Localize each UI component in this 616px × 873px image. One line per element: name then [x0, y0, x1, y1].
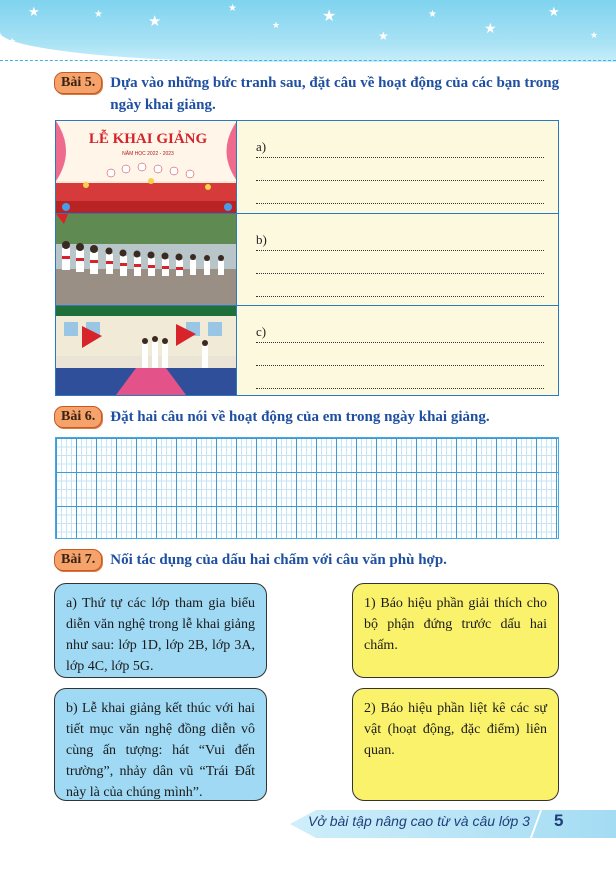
- answer-line[interactable]: [256, 181, 544, 204]
- stage-subtitle: NĂM HỌC 2022 - 2023: [122, 151, 174, 157]
- table-row: [56, 121, 558, 214]
- star-icon: ★: [322, 6, 337, 25]
- star-icon: ★: [28, 5, 40, 20]
- answer-line[interactable]: [256, 274, 544, 297]
- answer-label-c: c): [256, 324, 269, 340]
- task-6-badge: Bài 6.: [54, 406, 102, 428]
- answer-label-b: b): [256, 232, 270, 248]
- star-icon: ★: [8, 37, 17, 47]
- star-icon: ★: [484, 21, 497, 37]
- answer-line[interactable]: [256, 228, 544, 251]
- task-5-badge: Bài 5.: [54, 72, 102, 94]
- header-banner: [0, 0, 616, 62]
- star-icon: ★: [148, 12, 162, 30]
- task-7-instruction: Nối tác dụng của dấu hai chấm với câu văn phù hợp.: [110, 552, 447, 568]
- photo-flag-ceremony: [56, 306, 237, 395]
- flag-photo: [56, 306, 237, 395]
- answer-line[interactable]: [256, 366, 544, 389]
- stage-title: LỄ KHAI GIẢNG: [88, 131, 208, 147]
- picture-answer-table: [55, 120, 559, 396]
- task-6-instruction: Đặt hai câu nói về hoạt động của em trong ngày khai giảng.: [110, 409, 490, 425]
- page-number: 5: [554, 811, 564, 830]
- function-box-2[interactable]: 2) Báo hiệu phần liệt kê các sự vật (hoạt động, đặc điểm) liên quan.: [352, 688, 559, 801]
- task-7-header: [54, 549, 564, 571]
- answer-a[interactable]: [256, 135, 544, 204]
- table-row: [56, 306, 558, 395]
- star-icon: ★: [272, 21, 281, 31]
- students-photo: [56, 214, 237, 305]
- task-6-header: [54, 406, 564, 428]
- star-icon: ★: [548, 5, 560, 20]
- stage-photo: [56, 121, 237, 213]
- answer-line[interactable]: [256, 343, 544, 366]
- star-icon: ★: [94, 9, 103, 20]
- star-icon: ★: [378, 29, 389, 43]
- answer-line[interactable]: [256, 135, 544, 158]
- table-row: [56, 214, 558, 306]
- answer-b[interactable]: [256, 228, 544, 297]
- function-box-1[interactable]: 1) Báo hiệu phần giải thích cho bộ phận đứng trước dấu hai chấm.: [352, 583, 559, 678]
- sentence-box-a[interactable]: a) Thứ tự các lớp tham gia biểu diễn văn nghệ trong lễ khai giảng như sau: lớp 1D, lớp 2B, lớp 3A, lớp 4C, lớp 5G.: [54, 583, 267, 678]
- answer-c[interactable]: [256, 320, 544, 389]
- sentence-box-b[interactable]: b) Lễ khai giảng kết thúc với hai tiết mục văn nghệ đồng diễn vô cùng ấn tượng: hát “Vui đến trường”, nhảy dân vũ “Trái Đất này là của chúng mình”.: [54, 688, 267, 801]
- task-5-instruction: Dựa vào những bức tranh sau, đặt câu về hoạt động của các bạn trong ngày khai giảng.: [110, 75, 560, 113]
- answer-line[interactable]: [256, 251, 544, 274]
- star-icon: ★: [590, 31, 599, 41]
- star-icon: ★: [228, 3, 237, 14]
- task-5-header: [54, 72, 564, 116]
- answer-line[interactable]: [256, 320, 544, 343]
- header-dashed-line: [0, 60, 616, 61]
- task-7-badge: Bài 7.: [54, 549, 102, 571]
- answer-label-a: a): [256, 139, 269, 155]
- writing-grid[interactable]: [55, 437, 559, 539]
- photo-opening-ceremony-stage: [56, 121, 237, 213]
- star-icon: ★: [428, 9, 437, 20]
- photo-students-lined-up: [56, 214, 237, 305]
- answer-line[interactable]: [256, 158, 544, 181]
- book-title: Vở bài tập nâng cao từ và câu lớp 3: [308, 813, 530, 829]
